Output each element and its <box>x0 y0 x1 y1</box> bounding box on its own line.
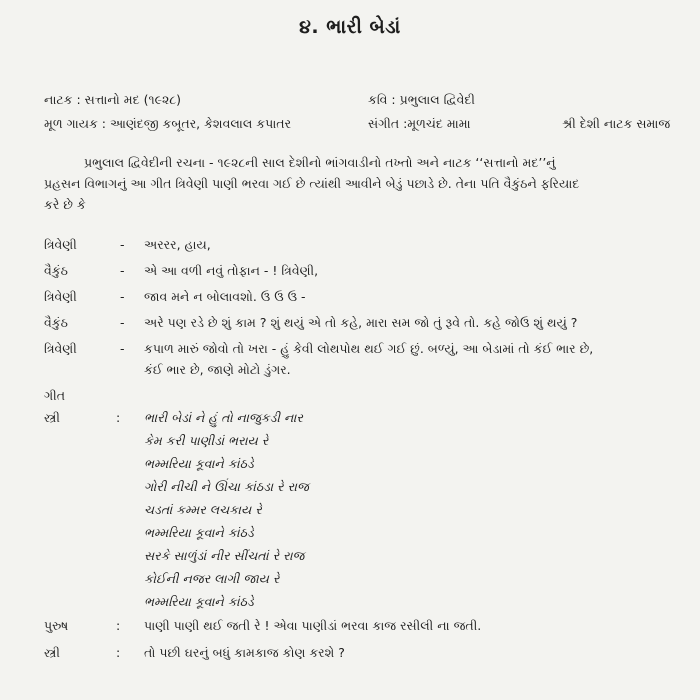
dialogue-text-line: કંઈ ભાર છે, જાણે મોટો ડુંગર. <box>144 362 291 377</box>
dialogue-line <box>44 234 674 256</box>
lyric-line: કેમ કરી પાણીડાં ભરાય રે <box>144 433 269 448</box>
intro-line: કરે છે કે <box>44 197 86 212</box>
speaker: ત્રિવેણી <box>44 289 77 304</box>
dash: - <box>120 341 125 356</box>
closing-text: પાણી પાણી થઈ જતી રે ! એવા પાણીડાં ભરવા કાજ રસીલી ના જતી. <box>144 618 482 633</box>
speaker: સ્ત્રી <box>44 645 60 660</box>
speaker: પુરુષ <box>44 618 69 633</box>
dash: - <box>120 315 125 330</box>
dash: - <box>120 263 125 278</box>
dash: - <box>120 289 125 304</box>
song-first-line <box>44 410 674 430</box>
speaker: સ્ત્રી <box>44 410 60 425</box>
closing-line <box>44 645 674 665</box>
speaker: વૈકુંઠ <box>44 315 68 330</box>
lyric-line: ભમ્મરિયા કૂવાને કાંઠડે <box>144 525 254 540</box>
closing-line <box>44 618 674 638</box>
speaker: ત્રિવેણી <box>44 237 77 252</box>
closing-text: તો પછી ઘરનું બધું કામકાજ કોણ કરશે ? <box>144 645 345 660</box>
colon: : <box>116 618 121 633</box>
lyric-line: ભમ્મરિયા કૂવાને કાંઠડે <box>144 594 254 609</box>
dialogue-text-line: કપાળ મારું જોવો તો ખરા - હું કેવી લોથપોથ થઈ ગઈ છું. બળ્યું, આ બેડામાં તો કંઈ ભાર છે, <box>144 341 594 356</box>
speaker: ત્રિવેણી <box>44 341 77 356</box>
dialogue-text: એ આ વળી નવું તોફાન - ! ત્રિવેણી, <box>144 263 319 278</box>
theatre-company: શ્રી દેશી નાટક સમાજ <box>562 116 671 131</box>
original-singers: મૂળ ગાયક : આણંદજી કબૂતર, કેશવલાલ કપાતર <box>44 116 292 131</box>
dialogue-text <box>144 338 684 380</box>
intro-paragraph <box>44 152 664 215</box>
play-name: નાટક : સત્તાનો મદ (૧૯૨૮) <box>44 92 182 107</box>
dialogue-line <box>44 260 674 282</box>
dialogue-line <box>44 338 674 382</box>
dialogue-line <box>44 312 674 334</box>
meta-row-singers <box>44 116 671 134</box>
lyric-line: ચડતાં કમ્મર લચકાય રે <box>144 502 262 517</box>
lyric-line: ભારી બેડાં ને હું તો નાજુકડી નાર <box>144 410 303 425</box>
dialogue-text: અરે પણ રડે છે શું કામ ? શું થયું એ તો કહે, મારા સમ જો તું રૂવે તો. કહે જોઉ શું થયું ? <box>144 315 578 330</box>
colon: : <box>116 645 121 660</box>
dialogue-text: જાવ મને ન બોલાવશો. ઉ ઉ ઉ - <box>144 289 306 304</box>
lyric-line: સરકે સાળુંડાં નીર સીંચતાં રે રાજ <box>144 548 305 563</box>
page-title: ૪. ભારી બેડાં <box>299 16 401 38</box>
dialogue-text: અરરર, હાય, <box>144 237 211 252</box>
music-director: સંગીત :મૂળચંદ મામા <box>368 116 471 131</box>
speaker: વૈકુંઠ <box>44 263 68 278</box>
meta-row-play <box>44 92 664 110</box>
intro-line: પ્રહસન વિભાગનું આ ગીત ત્રિવેણી પાણી ભરવા ગઈ છે ત્યાંથી આવીને બેડું પછાડે છે. તેના પતિ વૈકુંઠને ફરિયાદ <box>44 176 580 191</box>
song-label: ગીત <box>44 388 65 403</box>
dialogue-line <box>44 286 674 308</box>
poet-name: કવિ : પ્રભુલાલ દ્વિવેદી <box>368 92 475 107</box>
colon: : <box>116 410 121 425</box>
lyric-line: ગોરી નીચી ને ઊંચા કાંઠડા રે રાજ <box>144 479 309 494</box>
intro-line: પ્રભુલાલ દ્વિવેદીની રચના - ૧૯૨૮ની સાલ દેશીનો ભાંગવાડીનો તખ્તો અને નાટક ‘‘સત્તાનો મદ’’નું <box>84 155 556 170</box>
dash: - <box>120 237 125 252</box>
lyric-line: ભમ્મરિયા કૂવાને કાંઠડે <box>144 456 254 471</box>
lyric-line: કોઈની નજર લાગી જાય રે <box>144 571 280 586</box>
